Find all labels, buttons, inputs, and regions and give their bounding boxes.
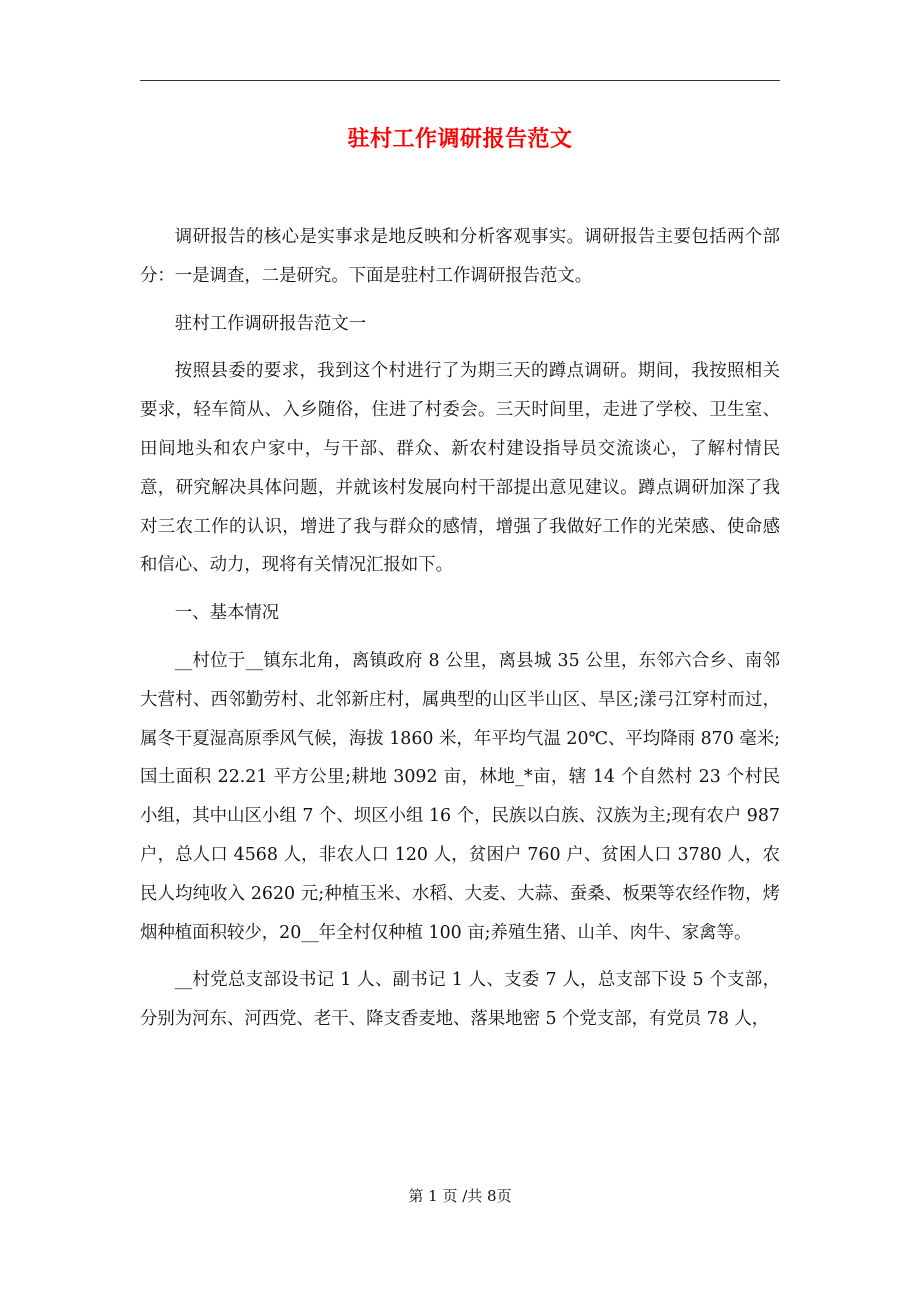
intro-paragraph: 调研报告的核心是实事求是地反映和分析客观事实。调研报告主要包括两个部分：一是调查，二是研究。下面是驻村工作调研报告范文。 bbox=[140, 227, 780, 286]
section-heading-basic-situation: 一、基本情况 bbox=[174, 603, 280, 624]
body-paragraph: __村位于__镇东北角，离镇政府 8 公里，离县城 35 公里，东邻六合乡、南邻大营村、西邻勤劳村、北邻新庄村，属典型的山区半山区、旱区;漾弓江穿村而过，属冬干夏湿高原季风气候，海拔 1860 米，年平均气温 20℃、平均降雨 870 毫米;国土面积 22.21 平方公里;耕地 3092 亩，林地_*亩，辖 14 个自然村 23 个村民小组，其中山区小组 7 个、坝区小组 16 个，民族以白族、汉族为主;现有农户 987 户，总人口 4568 人，非农人口 120 人，贫困户 760 户、贫困人口 3780 人，农民人均纯收入 2620 元;种植玉米、水稻、大麦、大蒜、蚕桑、板栗等农经作物，烤烟种植面积较少，20__年全村仅种植 100 亩;养殖生猪、山羊、肉牛、家禽等。 bbox=[140, 650, 780, 943]
header-rule bbox=[140, 80, 780, 81]
section-heading-sample-one: 驻村工作调研报告范文一 bbox=[174, 313, 367, 334]
page-footer bbox=[0, 1184, 920, 1208]
document-body bbox=[140, 218, 780, 1048]
body-paragraph: 按照县委的要求，我到这个村进行了为期三天的蹲点调研。期间，我按照相关要求，轻车简从、入乡随俗，住进了村委会。三天时间里，走进了学校、卫生室、田间地头和农户家中，与干部、群众、新农村建设指导员交流谈心，了解村情民意，研究解决具体问题，并就该村发展向村干部提出意见建议。蹲点调研加深了我对三农工作的认识，增进了我与群众的感情，增强了我做好工作的光荣感、使命感和信心、动力，现将有关情况汇报如下。 bbox=[140, 361, 780, 576]
document-title: 驻村工作调研报告范文 bbox=[347, 126, 573, 152]
body-paragraph: __村党总支部设书记 1 人、副书记 1 人、支委 7 人，总支部下设 5 个支部，分别为河东、河西党、老干、降支香麦地、落果地密 5 个党支部，有党员 78 人， bbox=[140, 970, 780, 1030]
page-number-indicator: 第 1 页 /共 8页 bbox=[408, 1187, 512, 1205]
